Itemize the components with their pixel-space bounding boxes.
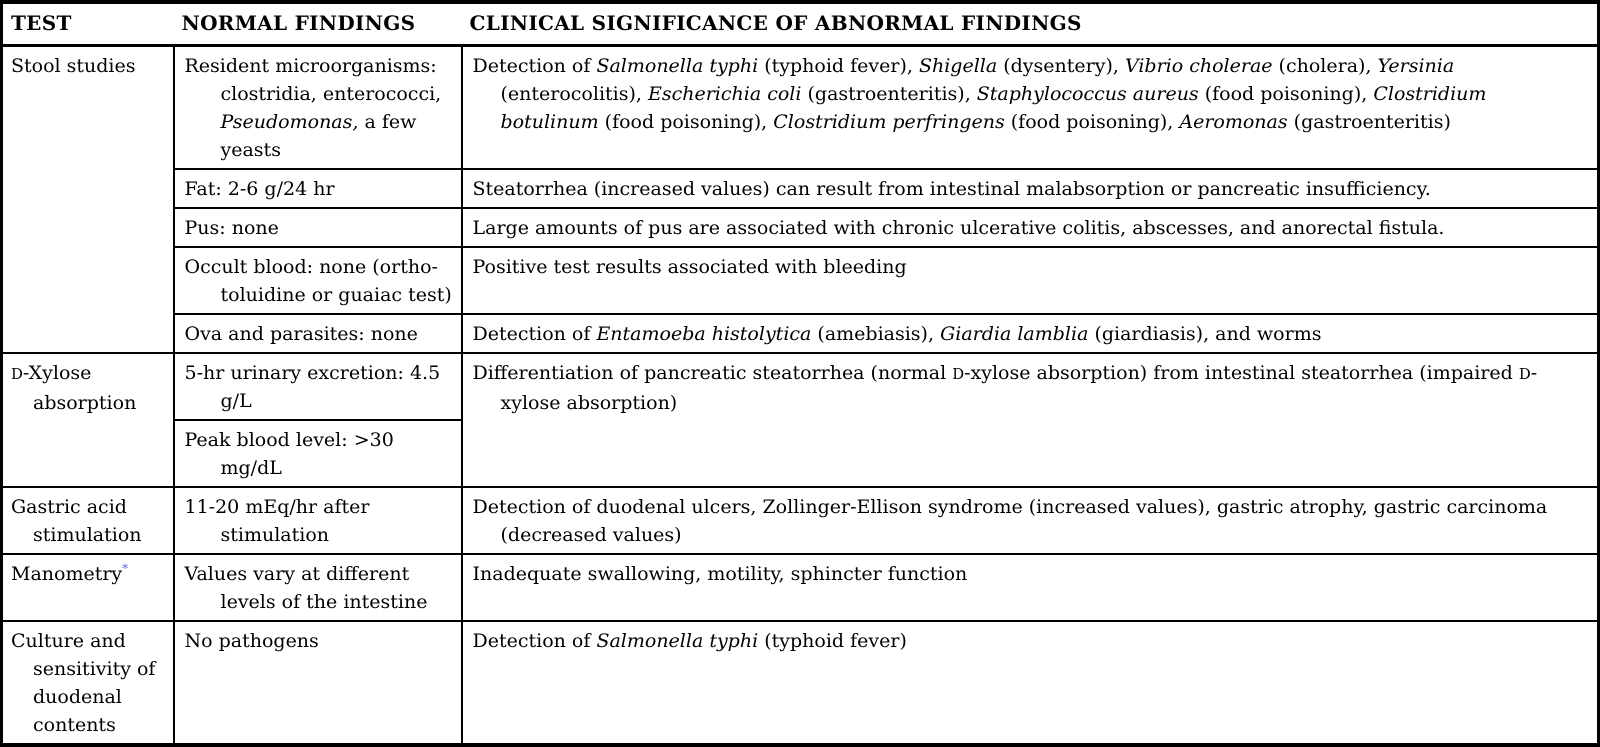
table-row bbox=[2, 314, 1599, 353]
clinical-significance-cell: Differentiation of pancreatic steatorrhea (normal D-xylose absorption) from intestinal steatorrhea (impaired D-xylose absorption) bbox=[462, 353, 1599, 487]
organism-name: Clostridium perfringens bbox=[773, 111, 1005, 133]
clinical-significance-cell: Steatorrhea (increased values) can result from intestinal malabsorption or pancreatic insufficiency. bbox=[462, 169, 1599, 208]
organism-name: Giardia lamblia bbox=[940, 323, 1089, 345]
organism-name: Yersinia bbox=[1377, 55, 1455, 77]
table-row bbox=[2, 247, 1599, 314]
normal-findings-cell: No pathogens bbox=[174, 621, 462, 745]
small-cap-letter: D bbox=[952, 366, 965, 383]
footnote-asterisk-link[interactable]: * bbox=[122, 561, 129, 576]
clinical-significance-cell: Detection of Salmonella typhi (typhoid fever), Shigella (dysentery), Vibrio cholerae (cholera), Yersinia (enterocolitis), Escherichia coli (gastroenteritis), Staphylococcus aureus (food poisoning), Clostridium botulinum (food poisoning), Clostridium perfringens (food poisoning), Aeromonas (gastroenteritis) bbox=[462, 46, 1599, 170]
clinical-significance-cell: Detection of duodenal ulcers, Zollinger-Ellison syndrome (increased values), gastric atrophy, gastric carcinoma (decreased values) bbox=[462, 487, 1599, 554]
header-normal-findings: NORMAL FINDINGS bbox=[174, 2, 462, 46]
table-row bbox=[2, 46, 1599, 170]
test-cell: D-Xylose absorption bbox=[2, 353, 174, 487]
organism-name: Entamoeba histolytica bbox=[596, 323, 812, 345]
organism-name: Staphylococcus aureus bbox=[976, 83, 1199, 105]
table-header bbox=[2, 2, 1599, 46]
test-cell: Stool studies bbox=[2, 46, 174, 354]
table-body bbox=[2, 46, 1599, 746]
normal-findings-cell: Pus: none bbox=[174, 208, 462, 247]
normal-findings-cell: Ova and parasites: none bbox=[174, 314, 462, 353]
clinical-significance-cell: Positive test results associated with bleeding bbox=[462, 247, 1599, 314]
test-cell: Gastric acid stimulation bbox=[2, 487, 174, 554]
organism-name: Salmonella typhi bbox=[596, 630, 759, 652]
table-row bbox=[2, 554, 1599, 621]
organism-name: Pseudomonas, bbox=[220, 111, 359, 133]
small-cap-letter: D bbox=[11, 366, 23, 383]
normal-findings-cell: 5-hr urinary excretion: 4.5 g/L bbox=[174, 353, 462, 420]
organism-name: Shigella bbox=[918, 55, 998, 77]
header-row bbox=[2, 2, 1599, 46]
normal-findings-cell: 11-20 mEq/hr after stimulation bbox=[174, 487, 462, 554]
clinical-significance-cell: Large amounts of pus are associated with chronic ulcerative colitis, abscesses, and anorectal fistula. bbox=[462, 208, 1599, 247]
small-cap-letter: D bbox=[1518, 366, 1531, 383]
clinical-significance-cell: Inadequate swallowing, motility, sphincter function bbox=[462, 554, 1599, 621]
table-row bbox=[2, 621, 1599, 745]
clinical-significance-cell: Detection of Entamoeba histolytica (amebiasis), Giardia lamblia (giardiasis), and worms bbox=[462, 314, 1599, 353]
header-clinical-significance: CLINICAL SIGNIFICANCE OF ABNORMAL FINDINGS bbox=[462, 2, 1599, 46]
normal-findings-cell: Values vary at different levels of the intestine bbox=[174, 554, 462, 621]
normal-findings-cell: Peak blood level: >30 mg/dL bbox=[174, 420, 462, 487]
clinical-significance-cell: Detection of Salmonella typhi (typhoid fever) bbox=[462, 621, 1599, 745]
organism-name: Clostridium botulinum bbox=[500, 83, 1487, 133]
table-row bbox=[2, 169, 1599, 208]
table-row bbox=[2, 208, 1599, 247]
normal-findings-cell: Resident microorganisms: clostridia, enterococci, Pseudomonas, a few yeasts bbox=[174, 46, 462, 170]
normal-findings-cell: Fat: 2-6 g/24 hr bbox=[174, 169, 462, 208]
normal-findings-cell: Occult blood: none (ortho-toluidine or guaiac test) bbox=[174, 247, 462, 314]
organism-name: Escherichia coli bbox=[647, 83, 802, 105]
table-row bbox=[2, 353, 1599, 420]
header-test: TEST bbox=[2, 2, 174, 46]
table-row bbox=[2, 487, 1599, 554]
test-cell: Culture and sensitivity of duodenal contents bbox=[2, 621, 174, 745]
organism-name: Vibrio cholerae bbox=[1124, 55, 1273, 77]
organism-name: Aeromonas bbox=[1179, 111, 1288, 133]
test-cell: Manometry* bbox=[2, 554, 174, 621]
organism-name: Salmonella typhi bbox=[596, 55, 759, 77]
